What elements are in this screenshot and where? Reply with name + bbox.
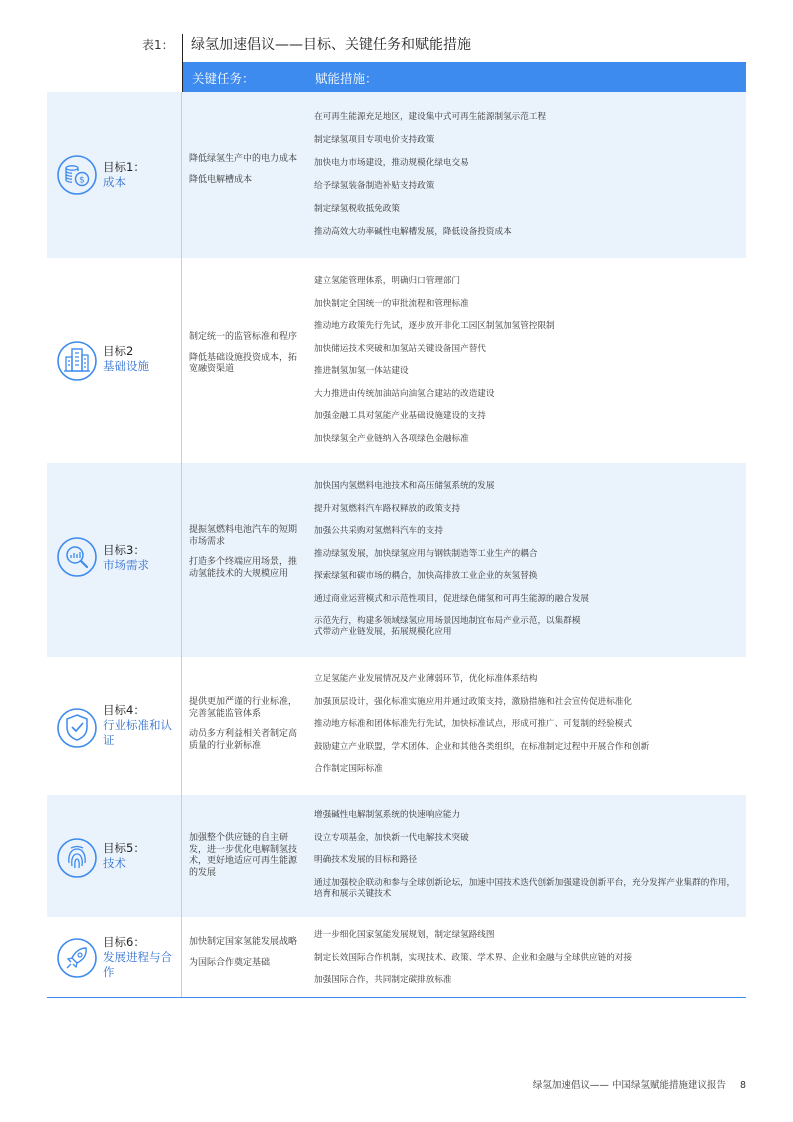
goal-row-standards	[47, 657, 746, 795]
shield-check-icon	[56, 707, 98, 749]
task-item: 为国际合作奠定基础	[189, 957, 271, 968]
measure-item: 通过商业运营模式和示范性项目，促进绿色储氢和可再生能源的融合发展	[314, 593, 590, 604]
goal-row-market-demand	[47, 463, 746, 657]
building-icon	[56, 340, 98, 382]
measure-item: 推动地方政策先行先试，逐步放开非化工园区制氢加氢管控限制	[314, 321, 555, 331]
measure-item: 大力推进由传统加油站向油氢合建站的改造建设	[314, 388, 495, 399]
goal-name: 发展进程与合作	[103, 950, 172, 979]
task-item: 提振氢燃料电池汽车的短期市场需求	[189, 525, 298, 547]
measure-item: 加强国际合作，共同制定碳排放标准	[314, 975, 452, 985]
measures-list	[314, 930, 744, 986]
measures-list	[314, 674, 744, 775]
column-divider	[181, 657, 182, 795]
measure-item: 加快电力市场建设，推动规模化绿电交易	[314, 158, 469, 168]
goal-row-technology	[47, 795, 746, 917]
measure-item: 示范先行，构建多领域绿氢应用场景因地制宜布局产业示范，以集群模式带动产业链发展，拓展规模化应用	[314, 616, 581, 637]
goal-label: 目标2	[103, 344, 134, 358]
task-item: 加快制定国家氢能发展战略	[189, 937, 298, 947]
coins-dollar-icon	[56, 154, 98, 196]
goal-title	[103, 543, 149, 573]
task-item: 加强整个供应链的自主研发，进一步优化电解制氢技术，更好地适应可再生能源的发展	[189, 833, 298, 878]
svg-text:$: $	[79, 175, 85, 186]
measures-list	[314, 810, 744, 900]
measures-list	[314, 276, 744, 445]
measure-item: 加快制定全国统一的审批流程和管理标准	[314, 298, 469, 309]
column-divider	[181, 92, 182, 258]
key-tasks	[189, 525, 301, 589]
measure-item: 加快国内氢燃料电池技术和高压储氢系统的发展	[314, 481, 495, 491]
magnifier-chart-icon	[56, 536, 98, 578]
column-divider	[181, 917, 182, 997]
goal-label: 目标1：	[103, 160, 145, 174]
table-header	[182, 62, 746, 92]
goal-row-progress-cooperation	[47, 917, 746, 997]
header-divider	[182, 62, 183, 92]
key-tasks	[189, 154, 301, 195]
measure-item: 推动绿氢发展，加快绿氢应用与钢铁制造等工业生产的耦合	[314, 548, 538, 559]
goal-name: 行业标准和认证	[103, 718, 172, 747]
goal-name: 成本	[103, 175, 126, 189]
measure-item: 加强顶层设计，强化标准实施应用并通过政策支持，激励措施和社会宣传促进标准化	[314, 696, 632, 707]
page-footer	[0, 1077, 746, 1091]
measure-item: 立足氢能产业发展情况及产业薄弱环节，优化标准体系结构	[314, 674, 538, 684]
measure-item: 推动地方标准和团体标准先行先试，加快标准试点，形成可推广、可复制的经验模式	[314, 719, 632, 729]
goal-label: 目标3：	[103, 543, 145, 557]
measure-item: 通过加强校企联动和参与全球创新论坛，加速中国技术迭代创新加强建设创新平台，充分发挥产业集群的作用，培育和展示关键技术	[314, 877, 736, 899]
measure-item: 提升对氢燃料汽车路权释放的政策支持	[314, 503, 461, 514]
goal-title	[103, 344, 149, 374]
table-title: 绿氢加速倡议——目标、关键任务和赋能措施	[191, 37, 471, 53]
measure-item: 设立专项基金，加快新一代电解技术突破	[314, 832, 469, 843]
key-tasks	[189, 937, 301, 978]
measure-item: 推进制氢加氢一体站建设	[314, 366, 409, 376]
task-item: 降低电解槽成本	[189, 174, 253, 185]
goal-name: 基础设施	[103, 359, 149, 373]
goal-title	[103, 841, 145, 871]
table-bottom-rule	[47, 997, 746, 998]
measure-item: 鼓励建立产业联盟，学术团体、企业和其他各类组织，在标准制定过程中开展合作和创新	[314, 741, 650, 752]
column-divider	[181, 258, 182, 463]
measure-item: 增强碱性电解制氢系统的快速响应能力	[314, 810, 461, 820]
measures-list	[314, 112, 744, 238]
column-divider	[181, 463, 182, 657]
header-tasks: 关键任务：	[192, 71, 255, 86]
rocket-icon	[56, 937, 98, 979]
key-tasks	[189, 332, 301, 385]
table-caption	[0, 34, 793, 56]
measure-item: 制定长效国际合作机制，实现技术、政策、学术界、企业和金融与全球供应链的对接	[314, 952, 632, 963]
measure-item: 进一步细化国家氢能发展规划，制定绿氢路线图	[314, 930, 495, 940]
goal-row-cost	[47, 92, 746, 258]
measure-item: 建立氢能管理体系，明确归口管理部门	[314, 276, 461, 286]
goal-row-infrastructure	[47, 258, 746, 463]
measure-item: 制定绿氢项目专项电价支持政策	[314, 135, 435, 145]
measure-item: 加强公共采购对氢燃料汽车的支持	[314, 526, 443, 536]
measure-item: 探索绿氢和碳市场的耦合，加快高排放工业企业的灰氢替换	[314, 571, 538, 581]
measure-item: 合作制定国际标准	[314, 764, 383, 774]
table-label: 表1：	[142, 38, 174, 52]
column-divider	[181, 795, 182, 917]
task-item: 降低绿氢生产中的电力成本	[189, 154, 298, 164]
goal-title	[103, 935, 173, 980]
goal-label: 目标5：	[103, 841, 145, 855]
fingerprint-icon	[56, 837, 98, 879]
goal-title	[103, 703, 173, 748]
task-item: 降低基础设施投资成本，拓宽融资渠道	[189, 352, 298, 374]
footer-title: 绿氢加速倡议—— 中国绿氢赋能措施建议报告	[532, 1080, 726, 1091]
measures-list	[314, 481, 744, 638]
measure-item: 加快绿氢全产业链纳入各项绿色金融标准	[314, 433, 469, 444]
goal-label: 目标4：	[103, 703, 145, 717]
task-item: 动员多方利益相关者制定高质量的行业新标准	[189, 729, 298, 751]
page-number: 8	[739, 1080, 746, 1091]
measure-item: 推动高效大功率碱性电解槽发展，降低设备投资成本	[314, 227, 512, 237]
goal-title	[103, 160, 145, 190]
measure-item: 加快储运技术突破和加氢站关键设备国产替代	[314, 343, 486, 354]
key-tasks	[189, 697, 301, 761]
measure-item: 制定绿氢税收抵免政策	[314, 204, 400, 214]
measure-item: 给予绿氢装备制造补贴支持政策	[314, 181, 435, 191]
task-item: 提供更加严谨的行业标准，完善氢能监管体系	[189, 697, 298, 719]
goal-name: 市场需求	[103, 558, 149, 572]
key-tasks	[189, 833, 301, 888]
measure-item: 在可再生能源充足地区，建设集中式可再生能源制氢示范工程	[314, 112, 547, 122]
goal-label: 目标6：	[103, 935, 145, 949]
task-item: 打造多个终端应用场景，推动氢能技术的大规模应用	[189, 557, 298, 579]
header-measures: 赋能措施：	[315, 71, 378, 86]
measure-item: 明确技术发展的目标和路径	[314, 855, 418, 865]
goal-name: 技术	[103, 856, 126, 870]
task-item: 制定统一的监管标准和程序	[189, 332, 298, 342]
measure-item: 加强金融工具对氢能产业基础设施建设的支持	[314, 411, 486, 421]
